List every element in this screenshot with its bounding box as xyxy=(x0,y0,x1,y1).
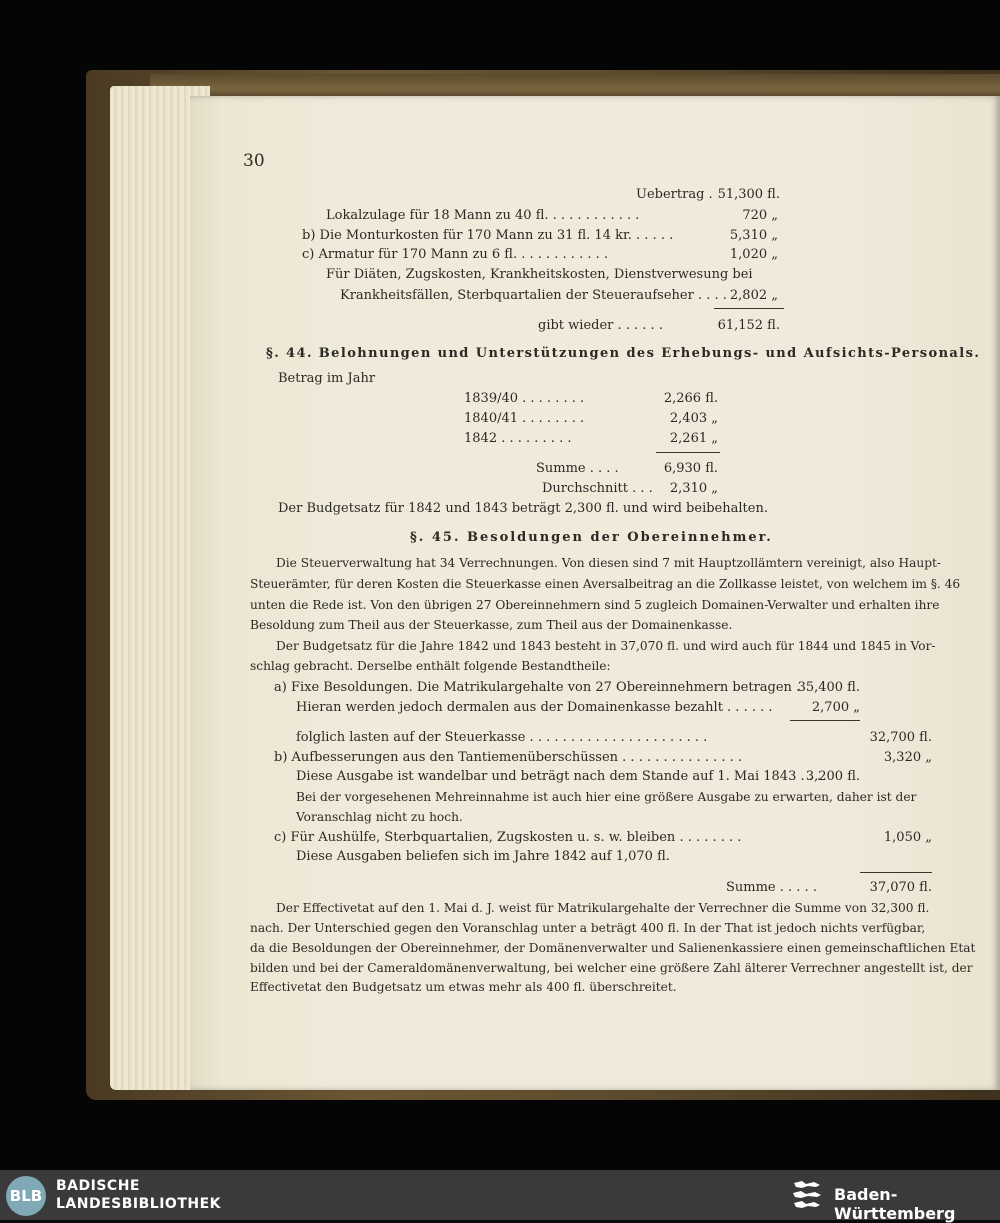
value-diaeten: 2,802 „ xyxy=(729,288,778,303)
blb-name-line-1: BADISCHE xyxy=(56,1178,140,1194)
para-3-line-2: nach. Der Unterschied gegen den Voranschlag unter a beträgt 400 fl. In der That ist jedoch nichts verfügbar, xyxy=(250,921,926,935)
line-diese-ausgabe: Diese Ausgabe ist wandelbar und beträgt nach dem Stande auf 1. Mai 1843 . . . xyxy=(296,769,822,784)
value-aufbesserungen: 3,320 „ xyxy=(883,750,932,765)
blb-logo[interactable]: BLB xyxy=(6,1176,46,1216)
value-summe-2: 37,070 fl. xyxy=(869,880,932,895)
para-1-line-3: unten die Rede ist. Von den übrigen 27 Obereinnehmern sind 5 zugleich Domainen-Verwalter und erhalten ihre xyxy=(250,598,940,612)
line-fixe-besoldungen: a) Fixe Besoldungen. Die Matrikulargehalte von 27 Obereinnehmern betragen . xyxy=(274,680,801,695)
value-monturkosten: 5,310 „ xyxy=(729,228,778,243)
blb-name-line-2: LANDESBIBLIOTHEK xyxy=(56,1196,222,1212)
para-3-line-5: Effectivetat den Budgetsatz um etwas mehr als 400 fl. überschreitet. xyxy=(250,980,677,994)
lions-coat-of-arms-icon[interactable] xyxy=(790,1178,824,1212)
section-44-title: §. 44. Belohnungen und Unterstützungen des Erhebungs- und Aufsichts-Personals. xyxy=(266,346,981,361)
value-armatur: 1,020 „ xyxy=(729,247,778,262)
line-budgetsatz-44: Der Budgetsatz für 1842 und 1843 beträgt 2,300 fl. und wird beibehalten. xyxy=(278,501,768,516)
para-1-line-1: Die Steuerverwaltung hat 34 Verrechnungen. Von diesen sind 7 mit Hauptzollämtern vereinigt, also Haupt- xyxy=(276,556,942,570)
line-hieran: Hieran werden jedoch dermalen aus der Domainenkasse bezahlt . . . . . . xyxy=(296,700,773,715)
blb-name[interactable] xyxy=(56,1177,221,1213)
sum-rule-2 xyxy=(656,452,720,453)
line-betrag-im-jahr: Betrag im Jahr xyxy=(278,371,376,386)
para-3-line-1: Der Effectivetat auf den 1. Mai d. J. weist für Matrikulargehalte der Verrechner die Summe von 32,300 fl. xyxy=(276,901,930,915)
line-armatur: c) Armatur für 170 Mann zu 6 fl. . . . . . . . . . . . xyxy=(302,247,608,262)
value-hieran: 2,700 „ xyxy=(811,700,860,715)
line-gibt-wieder: gibt wieder . . . . . . xyxy=(538,318,663,333)
line-1839: 1839/40 . . . . . . . . xyxy=(464,391,585,406)
value-fixe-besoldungen: 35,400 fl. xyxy=(797,680,860,695)
para-1-line-4: Besoldung zum Theil aus der Steuerkasse, zum Theil aus der Domainenkasse. xyxy=(250,618,733,632)
sum-rule-1 xyxy=(714,308,784,309)
value-1840: 2,403 „ xyxy=(669,411,718,426)
para-3-line-4: bilden und bei der Cameraldomänenverwaltung, bei welcher eine größere Zahl älterer Verrechner angestellt ist, der xyxy=(250,961,973,975)
sum-rule-4 xyxy=(860,872,932,873)
section-45-title: §. 45. Besoldungen der Obereinnehmer. xyxy=(410,530,773,545)
line-monturkosten: b) Die Monturkosten für 170 Mann zu 31 fl. 14 kr. . . . . . xyxy=(302,228,674,243)
para-2-line-2: schlag gebracht. Derselbe enthält folgende Bestandtheile: xyxy=(250,659,611,673)
value-lokalzulage: 720 „ xyxy=(742,208,778,223)
line-durchschnitt: Durchschnitt . . . xyxy=(542,481,653,496)
value-aushuelfe: 1,050 „ xyxy=(883,830,932,845)
value-1839: 2,266 fl. xyxy=(663,391,718,406)
line-folglich: folglich lasten auf der Steuerkasse . . . . . . . . . . . . . . . . . . . . . . xyxy=(296,730,708,745)
value-diese-ausgabe: 3,200 fl. xyxy=(805,769,860,784)
bw-name[interactable]: Baden-Württemberg xyxy=(834,1185,956,1223)
value-gibt-wieder: 61,152 fl. xyxy=(717,318,780,333)
line-bei-der-2: Voranschlag nicht zu hoch. xyxy=(296,810,463,824)
para-3-line-3: da die Besoldungen der Obereinnehmer, der Domänenverwalter und Salienenkassiere einen gemeinschaftlichen Etat xyxy=(250,941,976,955)
para-1-line-2: Steuerämter, für deren Kosten die Steuerkasse einen Aversalbeitrag an die Zollkasse leistet, von welchem im §. 46 xyxy=(250,577,961,591)
page-number: 30 xyxy=(243,151,265,171)
sum-rule-3 xyxy=(790,720,860,721)
para-2-line-1: Der Budgetsatz für die Jahre 1842 und 1843 besteht in 37,070 fl. und wird auch für 1844 und 1845 in Vor- xyxy=(276,639,936,653)
line-1840: 1840/41 . . . . . . . . xyxy=(464,411,585,426)
value-folglich: 32,700 fl. xyxy=(869,730,932,745)
line-1842: 1842 . . . . . . . . . xyxy=(464,431,572,446)
line-uebertrag: Uebertrag . xyxy=(636,187,713,202)
value-durchschnitt: 2,310 „ xyxy=(669,481,718,496)
line-bei-der-1: Bei der vorgesehenen Mehreinnahme ist auch hier eine größere Ausgabe zu erwarten, daher ist der xyxy=(296,790,917,804)
line-aufbesserungen: b) Aufbesserungen aus den Tantiemenüberschüssen . . . . . . . . . . . . . . . xyxy=(274,750,743,765)
line-diaeten-2: Krankheitsfällen, Sterbquartalien der Steueraufseher . . . . xyxy=(340,288,727,303)
line-summe: Summe . . . . xyxy=(536,461,619,476)
line-diese-ausgaben: Diese Ausgaben beliefen sich im Jahre 1842 auf 1,070 fl. xyxy=(296,849,670,864)
value-summe: 6,930 fl. xyxy=(663,461,718,476)
line-summe-2: Summe . . . . . xyxy=(726,880,817,895)
value-1842: 2,261 „ xyxy=(669,431,718,446)
value-uebertrag: 51,300 fl. xyxy=(717,187,780,202)
line-diaeten-1: Für Diäten, Zugskosten, Krankheitskosten, Dienstverwesung bei xyxy=(326,267,753,282)
line-lokalzulage: Lokalzulage für 18 Mann zu 40 fl. . . . . . . . . . . . xyxy=(326,208,640,223)
line-aushuelfe: c) Für Aushülfe, Sterbquartalien, Zugskosten u. s. w. bleiben . . . . . . . . xyxy=(274,830,742,845)
